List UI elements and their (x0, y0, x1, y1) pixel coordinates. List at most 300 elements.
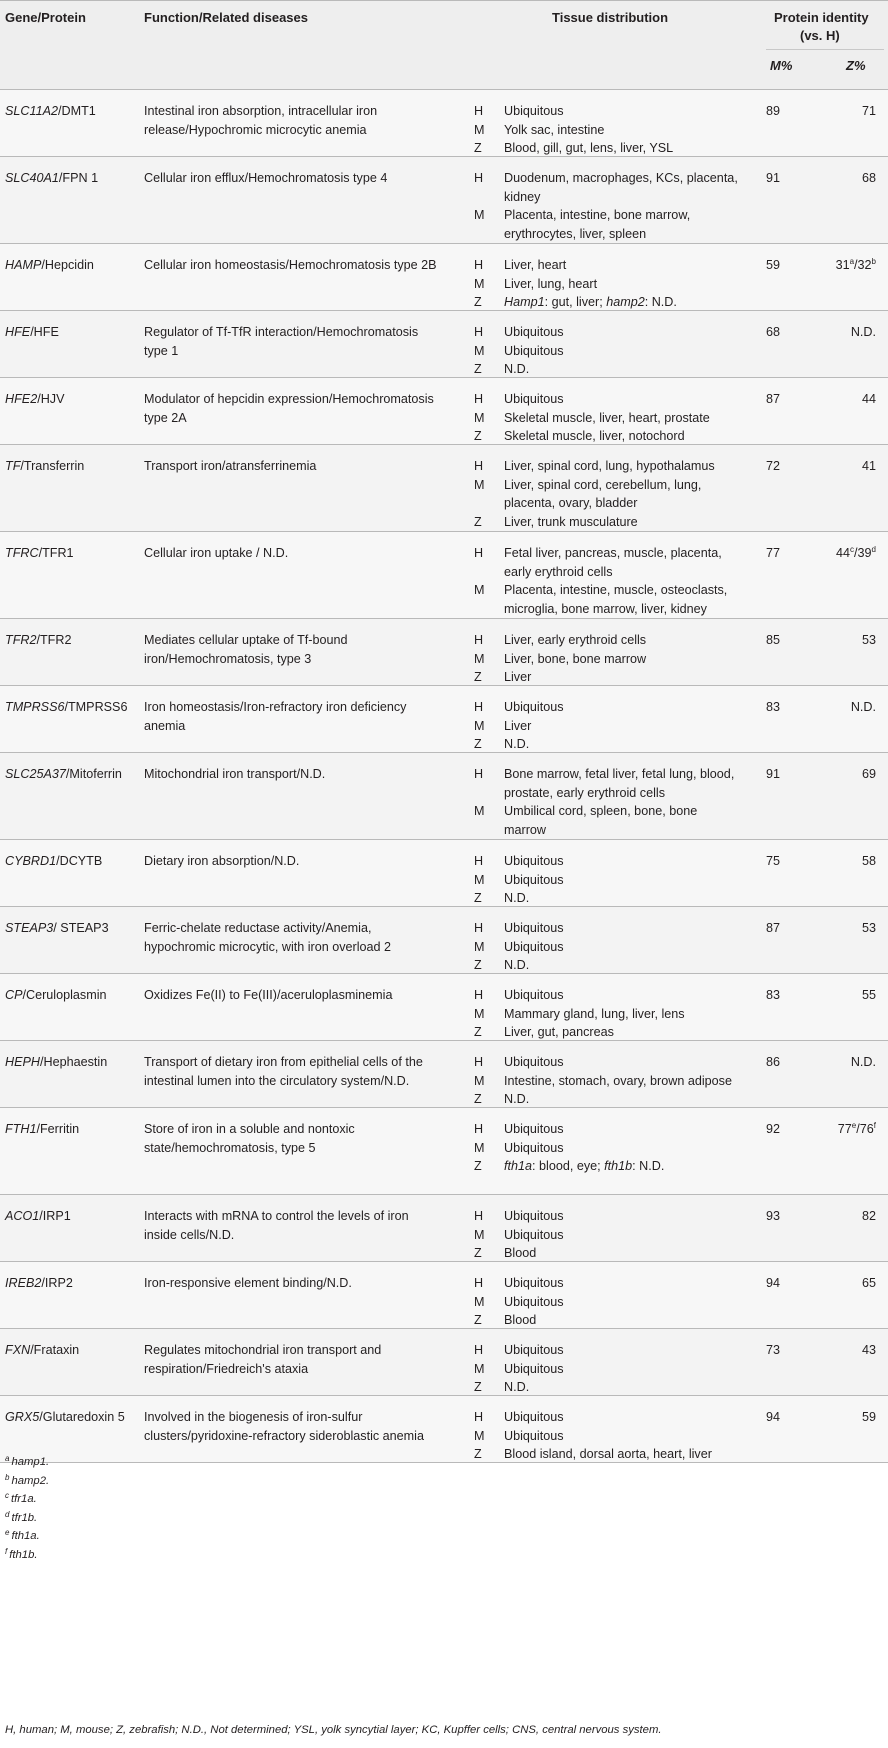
gene-protein-cell (5, 256, 140, 275)
tissue-cell (474, 986, 764, 1042)
gene-symbol: IREB2 (5, 1276, 42, 1290)
tissue-cell (474, 1274, 764, 1330)
zebrafish-identity (820, 698, 876, 717)
gene-symbol: TMPRSS6 (5, 700, 65, 714)
function-line: Transport iron/atransferrinemia (144, 459, 317, 473)
species-code: M (474, 651, 485, 666)
gene-protein-cell (5, 1120, 140, 1139)
gene-symbol: HFE2 (5, 392, 38, 406)
species-code: Z (474, 891, 482, 906)
tissue-line (474, 986, 764, 1005)
table-row (0, 244, 888, 311)
tissue-text: Placenta, intestine, bone marrow, (504, 208, 691, 223)
function-line: state/hemochromatosis, type 5 (144, 1140, 316, 1155)
table-row (0, 686, 888, 753)
tissue-line (474, 1341, 764, 1360)
footnote (5, 1451, 49, 1470)
tissue-text: Liver, spinal cord, cerebellum, lung, (504, 477, 702, 492)
tissue-text: Ubiquitous (504, 1428, 564, 1443)
col-identity-header: Protein identity (774, 10, 869, 25)
function-line: Involved in the biogenesis of iron-sulfur (144, 1410, 363, 1424)
tissue-text: Blood (504, 1313, 537, 1328)
function-cell (144, 102, 460, 139)
gene-symbol: SLC40A1 (5, 171, 59, 185)
tissue-text: Blood, gill, gut, lens, liver, YSL (504, 141, 674, 156)
table-row (0, 619, 888, 686)
function-cell (144, 1053, 460, 1090)
species-code: M (474, 276, 485, 291)
table-row (0, 157, 888, 244)
gene-protein-cell (5, 1408, 140, 1427)
gene-protein-cell (5, 765, 140, 784)
mouse-identity: 89 (766, 104, 781, 118)
species-code: Z (474, 514, 482, 529)
function-line: inside cells/N.D. (144, 1227, 235, 1242)
footnote-marker: e (851, 1121, 857, 1130)
zebrafish-identity (820, 457, 876, 476)
gene-protein-cell (5, 102, 140, 121)
mouse-identity: 85 (766, 633, 781, 647)
species-code: Z (474, 1159, 482, 1174)
z-value: 44 (836, 546, 851, 560)
function-cell (144, 457, 460, 476)
zebrafish-identity (820, 169, 876, 188)
tissue-line (474, 938, 764, 957)
mouse-identity: 83 (766, 988, 781, 1002)
gene-protein-cell (5, 986, 140, 1005)
species-code: M (474, 410, 485, 425)
gene-symbol: FTH1 (5, 1122, 37, 1136)
tissue-text: Ubiquitous (504, 1410, 564, 1424)
species-code: M (474, 804, 485, 819)
function-cell (144, 1408, 460, 1445)
footnote (5, 1507, 37, 1526)
tissue-cell (474, 323, 764, 379)
footnote-text: fth1b. (9, 1548, 38, 1561)
tissue-line (474, 1207, 764, 1226)
tissue-line (474, 544, 764, 563)
species-code: H (474, 1276, 484, 1290)
tissue-line (474, 563, 764, 582)
footnote-marker: b (871, 257, 876, 266)
footnote-text: fth1a. (11, 1530, 40, 1542)
species-code: Z (474, 362, 482, 377)
mouse-identity: 94 (766, 1410, 781, 1424)
tissue-cell (474, 1341, 764, 1397)
species-code: M (474, 583, 485, 598)
table-row (0, 753, 888, 840)
tissue-text: Ubiquitous (504, 1276, 564, 1290)
mouse-identity: 91 (766, 767, 781, 781)
tissue-text: early erythroid cells (504, 564, 613, 579)
species-code: M (474, 718, 485, 733)
tissue-text: Duodenum, macrophages, KCs, placenta, (504, 171, 738, 185)
species-code: H (474, 104, 484, 118)
footnote-key: e (5, 1528, 10, 1537)
gene-symbol: HAMP (5, 258, 42, 272)
tissue-line (474, 188, 764, 207)
tissue-text: Ubiquitous (504, 1122, 564, 1136)
species-code (474, 188, 504, 207)
gene-symbol: CP (5, 988, 23, 1002)
species-code: Z (474, 958, 482, 973)
tissue-line (474, 121, 764, 140)
tissue-text: Liver, trunk musculature (504, 514, 638, 529)
function-line: Mediates cellular uptake of Tf-bound (144, 633, 348, 647)
footnote-text: tfr1a. (11, 1493, 37, 1505)
function-line: Iron homeostasis/Iron-refractory iron deficiency (144, 700, 407, 714)
zebrafish-identity (820, 852, 876, 871)
tissue-line (474, 698, 764, 717)
function-line: clusters/pyridoxine-refractory sideroblastic anemia (144, 1428, 424, 1443)
tissue-cell (474, 1120, 764, 1176)
species-code: H (474, 921, 484, 935)
tissue-cell (474, 390, 764, 446)
z-value: 53 (861, 633, 876, 647)
tissue-line (474, 919, 764, 938)
function-cell (144, 1207, 460, 1244)
species-code: M (474, 122, 485, 137)
gene-protein-cell (5, 323, 140, 342)
mouse-identity: 73 (766, 1343, 781, 1357)
species-code: M (474, 1294, 485, 1309)
gene-protein-cell (5, 457, 140, 476)
function-line: Iron-responsive element binding/N.D. (144, 1276, 352, 1290)
tissue-text: Bone marrow, fetal liver, fetal lung, blood, (504, 767, 735, 781)
function-cell (144, 765, 460, 784)
function-cell (144, 256, 460, 275)
species-code: Z (474, 1025, 482, 1040)
gene-protein-cell (5, 1207, 140, 1226)
z-value: 58 (861, 854, 876, 868)
footnote-text: hamp1. (11, 1456, 50, 1468)
tissue-line (474, 600, 764, 619)
tissue-line (474, 889, 764, 908)
mouse-identity: 86 (766, 1055, 781, 1069)
mouse-identity: 68 (766, 325, 781, 339)
species-code: H (474, 546, 484, 560)
tissue-text: N.D. (504, 1092, 530, 1107)
footnote-marker: a (849, 257, 855, 266)
species-code: Z (474, 670, 482, 685)
species-code: M (474, 1361, 485, 1376)
tissue-cell (474, 698, 764, 754)
gene-symbol: SLC25A37 (5, 767, 66, 781)
species-code (474, 821, 504, 840)
tissue-line (474, 735, 764, 754)
tissue-text: Liver, lung, heart (504, 276, 598, 291)
gene-symbol: HFE (5, 325, 31, 339)
mouse-identity: 77 (766, 546, 781, 560)
species-code: H (474, 988, 484, 1002)
z-value: 59 (861, 1410, 876, 1424)
species-code: Z (474, 1380, 482, 1395)
species-code: Z (474, 295, 482, 310)
function-line: Oxidizes Fe(II) to Fe(III)/aceruloplasminemia (144, 988, 393, 1002)
function-line: Interacts with mRNA to control the levels of iron (144, 1209, 409, 1223)
tissue-line (474, 457, 764, 476)
tissue-line (474, 360, 764, 379)
tissue-text: Ubiquitous (504, 854, 564, 868)
species-code: H (474, 767, 484, 781)
tissue-text: Liver, early erythroid cells (504, 633, 647, 647)
tissue-text: Ubiquitous (504, 921, 564, 935)
species-code: M (474, 939, 485, 954)
col-z-header: Z% (846, 58, 866, 73)
z-value: 71 (861, 104, 876, 118)
species-code: H (474, 392, 484, 406)
zebrafish-identity (820, 1207, 876, 1226)
protein-name: /Mitoferrin (65, 767, 122, 781)
mouse-identity: 72 (766, 459, 781, 473)
tissue-line (474, 513, 764, 532)
zebrafish-identity (820, 1053, 876, 1072)
zebrafish-identity (820, 986, 876, 1005)
tissue-text: N.D. (504, 1380, 530, 1395)
tissue-text: Ubiquitous (504, 700, 564, 714)
z-value: 31 (835, 258, 850, 272)
tissue-line (474, 1274, 764, 1293)
tissue-text: kidney (504, 189, 541, 204)
tissue-text: Liver (504, 718, 532, 733)
z-value: 41 (861, 459, 876, 473)
species-code: H (474, 854, 484, 868)
z-value: 43 (861, 1343, 876, 1357)
footnote-key: f (5, 1546, 8, 1556)
tissue-line (474, 802, 764, 821)
species-code: M (474, 1140, 485, 1155)
tissue-line (474, 256, 764, 275)
species-code: M (474, 1073, 485, 1088)
tissue-text: Blood island, dorsal aorta, heart, liver (504, 1447, 712, 1462)
tissue-text: erythrocytes, liver, spleen (504, 226, 647, 241)
col-function-header: Function/Related diseases (144, 10, 308, 25)
tissue-line (474, 102, 764, 121)
abbreviations-note: H, human; M, mouse; Z, zebrafish; N.D., Not determined; YSL, yolk syncytial layer; KC, Kupffer cells; CNS, central nervous system. (5, 1724, 662, 1736)
tissue-line (474, 1378, 764, 1397)
species-code: H (474, 1209, 484, 1223)
protein-name: /DCYTB (56, 854, 103, 868)
species-code: Z (474, 737, 482, 752)
tissue-line (474, 650, 764, 669)
footnote-key: c (5, 1491, 9, 1500)
mouse-identity: 87 (766, 921, 781, 935)
tissue-cell (474, 1207, 764, 1263)
species-code: H (474, 1122, 484, 1136)
species-code (474, 563, 504, 582)
tissue-text: marrow (504, 822, 546, 837)
gene-symbol: FXN (5, 1343, 31, 1357)
z-value: 53 (861, 921, 876, 935)
table-row (0, 1195, 888, 1262)
protein-name: / STEAP3 (53, 921, 109, 935)
protein-name: /Hepcidin (41, 258, 94, 272)
table-row (0, 1041, 888, 1108)
protein-name: /Ferritin (36, 1122, 80, 1136)
function-line: Transport of dietary iron from epithelial cells of the (144, 1055, 423, 1069)
tissue-line (474, 323, 764, 342)
footnote-text: hamp2. (11, 1474, 50, 1487)
table-row (0, 311, 888, 378)
tissue-text: Ubiquitous (504, 1343, 564, 1357)
gene-protein-cell (5, 1053, 140, 1072)
table-row (0, 1396, 888, 1463)
species-code: Z (474, 429, 482, 444)
tissue-line (474, 206, 764, 225)
gene-symbol: STEAP3 (5, 921, 54, 935)
tissue-line (474, 494, 764, 513)
tissue-text: Blood (504, 1246, 537, 1261)
tissue-text: Ubiquitous (504, 1294, 564, 1309)
tissue-text: Skeletal muscle, liver, heart, prostate (504, 410, 710, 425)
table-header (0, 0, 888, 90)
header-divider (766, 49, 884, 50)
gene-protein-cell (5, 390, 140, 409)
tissue-text: placenta, ovary, bladder (504, 496, 638, 511)
zebrafish-identity (820, 256, 876, 275)
table-row (0, 378, 888, 445)
species-code: M (474, 872, 485, 887)
col-tissue-header: Tissue distribution (552, 10, 669, 25)
z-value: 77 (837, 1122, 852, 1136)
col-gene-header: Gene/Protein (5, 10, 86, 25)
tissue-text: N.D. (504, 958, 530, 973)
gene-symbol: HEPH (5, 1055, 40, 1069)
species-code: Z (474, 1092, 482, 1107)
zebrafish-identity (820, 1341, 876, 1360)
table-row (0, 1262, 888, 1329)
tissue-line (474, 293, 764, 312)
tissue-line (474, 1157, 764, 1176)
tissue-line (474, 225, 764, 244)
function-line: type 2A (144, 410, 187, 425)
protein-name: /Frataxin (30, 1343, 80, 1357)
tissue-line (474, 956, 764, 975)
table-row (0, 1108, 888, 1195)
species-code (474, 494, 504, 513)
mouse-identity: 93 (766, 1209, 781, 1223)
protein-name: /TFR1 (38, 546, 74, 560)
tissue-text: Ubiquitous (504, 988, 564, 1002)
tissue-text: Liver, spinal cord, lung, hypothalamus (504, 459, 715, 473)
tissue-line (474, 1005, 764, 1024)
table-row (0, 90, 888, 157)
col-identity-subheader: (vs. H) (800, 28, 840, 43)
tissue-text: Liver, gut, pancreas (504, 1025, 614, 1040)
protein-name: /Transferrin (20, 459, 85, 473)
table-body (0, 90, 888, 1463)
tissue-text: Ubiquitous (504, 939, 564, 954)
function-line: Intestinal iron absorption, intracellular iron (144, 104, 378, 118)
tissue-line (474, 852, 764, 871)
tissue-text: Yolk sac, intestine (504, 122, 605, 137)
tissue-line (474, 1293, 764, 1312)
zebrafish-identity (820, 102, 876, 121)
function-line: type 1 (144, 343, 179, 358)
species-code: H (474, 1343, 484, 1357)
tissue-cell (474, 1408, 764, 1464)
tissue-line (474, 784, 764, 803)
tissue-cell (474, 256, 764, 312)
gene-symbol: TFRC (5, 546, 39, 560)
protein-name: /Hephaestin (40, 1055, 108, 1069)
function-cell (144, 1341, 460, 1378)
tissue-cell (474, 631, 764, 687)
tissue-line (474, 1023, 764, 1042)
tissue-text: N.D. (504, 362, 530, 377)
tissue-line (474, 390, 764, 409)
function-line: respiration/Friedreich's ataxia (144, 1361, 309, 1376)
table-row (0, 907, 888, 974)
tissue-text: Liver, heart (504, 258, 567, 272)
tissue-line (474, 1053, 764, 1072)
zebrafish-identity (820, 544, 876, 563)
footnote (5, 1470, 49, 1489)
tissue-line (474, 1311, 764, 1330)
mouse-identity: 92 (766, 1122, 781, 1136)
footnote-key: a (5, 1454, 10, 1463)
zebrafish-identity (820, 1408, 876, 1427)
species-code: H (474, 1055, 484, 1069)
species-code: H (474, 1410, 484, 1424)
gene-protein-cell (5, 1341, 140, 1360)
z-value: N.D. (850, 325, 876, 339)
z-value: 69 (861, 767, 876, 781)
table-row (0, 532, 888, 619)
z-value: 55 (861, 988, 876, 1002)
tissue-line (474, 169, 764, 188)
tissue-cell (474, 919, 764, 975)
protein-name: /HFE (30, 325, 59, 339)
function-cell (144, 698, 460, 735)
tissue-cell (474, 457, 764, 531)
function-line: Regulator of Tf-TfR interaction/Hemochromatosis (144, 325, 419, 339)
gene-protein-cell (5, 852, 140, 871)
function-line: Cellular iron uptake / N.D. (144, 546, 289, 560)
tissue-text: prostate, early erythroid cells (504, 785, 665, 800)
tissue-text: Placenta, intestine, muscle, osteoclasts, (504, 583, 728, 598)
mouse-identity: 87 (766, 392, 781, 406)
protein-name: /TMPRSS6 (64, 700, 128, 714)
zebrafish-identity (820, 919, 876, 938)
protein-name: /FPN 1 (58, 171, 99, 185)
footnote-marker: c (850, 545, 855, 554)
function-line: intestinal lumen into the circulatory system/N.D. (144, 1073, 410, 1088)
zebrafish-identity (820, 1120, 876, 1139)
gene-protein-cell (5, 919, 140, 938)
mouse-identity: 94 (766, 1276, 781, 1290)
protein-name: /TFR2 (36, 633, 72, 647)
tissue-line (474, 1072, 764, 1091)
tissue-line (474, 1427, 764, 1446)
z-value-2: /39 (854, 546, 872, 560)
tissue-line (474, 871, 764, 890)
function-line: Dietary iron absorption/N.D. (144, 854, 300, 868)
tissue-text: Fetal liver, pancreas, muscle, placenta, (504, 546, 722, 560)
function-line: Cellular iron homeostasis/Hemochromatosis type 2B (144, 258, 437, 272)
species-code: M (474, 477, 485, 492)
tissue-line (474, 275, 764, 294)
species-code (474, 784, 504, 803)
tissue-line (474, 409, 764, 428)
tissue-cell (474, 1053, 764, 1109)
protein-name: /IRP2 (41, 1276, 73, 1290)
col-m-header: M% (770, 58, 793, 73)
footnote (5, 1525, 40, 1544)
tissue-text: Ubiquitous (504, 343, 564, 358)
tissue-text: Ubiquitous (504, 1227, 564, 1242)
tissue-line (474, 581, 764, 600)
